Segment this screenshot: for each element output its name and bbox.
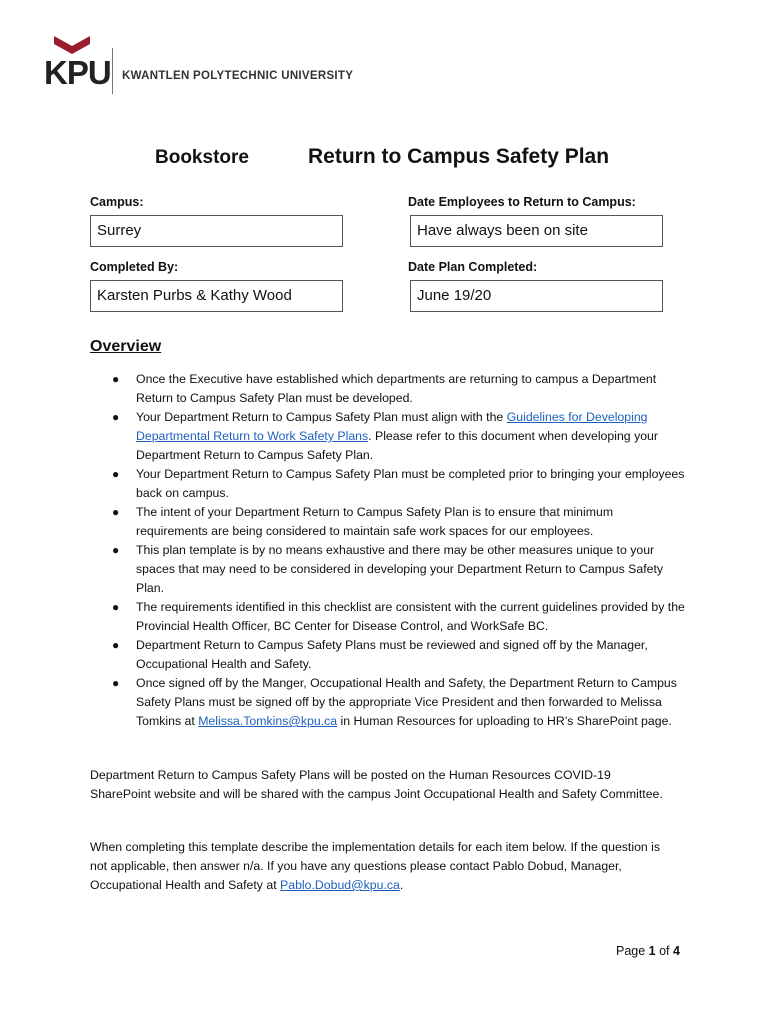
list-item — [110, 503, 685, 541]
logo-text: KPU — [44, 54, 111, 91]
page-current: 1 — [648, 944, 656, 958]
page-of: of — [655, 944, 673, 958]
page-total: 4 — [673, 944, 680, 958]
bullet-text: Once signed off by the Manger, Occupational Health and Safety, the Department Return to Campus Safety Plans must be signed off by the appropriate Vice President and then forwarded to Melissa Tomkins at — [136, 676, 677, 728]
guidelines-link[interactable]: Guidelines for Developing Departmental Return to Work Safety Plans — [136, 410, 648, 443]
bullet-icon: ● — [112, 505, 120, 519]
pablo-email-link[interactable]: Pablo.Dobud@kpu.ca — [280, 878, 400, 892]
bullet-text: The intent of your Department Return to Campus Safety Plan is to ensure that minimum requirements are being considered to maintain safe work spaces for our employees. — [136, 505, 614, 538]
date-return-label: Date Employees to Return to Campus: — [408, 195, 636, 209]
list-item — [110, 370, 685, 408]
bullet-icon: ● — [112, 543, 120, 557]
plan-title: Return to Campus Safety Plan — [308, 145, 610, 168]
completed-by-label: Completed By: — [90, 260, 179, 274]
bullet-text: in Human Resources for uploading to HR’s SharePoint page. — [337, 714, 672, 728]
completed-by-field[interactable]: Karsten Purbs & Kathy Wood — [90, 280, 343, 312]
bullet-icon: ● — [112, 600, 120, 614]
list-item — [110, 636, 685, 674]
instructions-text: When completing this template describe the implementation details for each item below. If the question is not applicable, then answer n/a. If you have any questions please contact Pablo Dobud, Manager, Occupational Health and Safety at — [90, 840, 661, 892]
list-item — [110, 674, 685, 731]
kpu-chevron-icon — [54, 36, 90, 56]
overview-list — [110, 370, 685, 731]
list-item — [110, 465, 685, 503]
campus-field[interactable]: Surrey — [90, 215, 343, 247]
date-completed-label: Date Plan Completed: — [408, 260, 538, 274]
bullet-icon: ● — [112, 410, 120, 424]
bullet-text: . Please refer to this document when developing your Department Return to Campus Safety Plan. — [136, 429, 658, 462]
list-item — [110, 408, 685, 465]
instructions-paragraph — [90, 838, 670, 895]
bullet-icon: ● — [112, 638, 120, 652]
date-completed-field[interactable]: June 19/20 — [410, 280, 663, 312]
bullet-text: Your Department Return to Campus Safety Plan must be completed prior to bringing your employees back on campus. — [136, 467, 685, 500]
overview-heading: Overview — [90, 338, 162, 355]
bullet-icon: ● — [112, 467, 120, 481]
bullet-text: Department Return to Campus Safety Plans must be reviewed and signed off by the Manager, Occupational Health and Safety. — [136, 638, 648, 671]
instructions-end: . — [399, 878, 404, 892]
bullet-text: The requirements identified in this checklist are consistent with the current guidelines provided by the Provincial Health Officer, BC Center for Disease Control, and WorkSafe BC. — [136, 600, 685, 633]
melissa-email-link[interactable]: Melissa.Tomkins@kpu.ca — [198, 714, 338, 728]
list-item — [110, 598, 685, 636]
bullet-text: This plan template is by no means exhaustive and there may be other measures unique to your spaces that may need to be considered in developing your Department Return to Campus Safety Plan. — [136, 543, 664, 595]
bullet-text: Once the Executive have established which departments are returning to campus a Department Return to Campus Safety Plan must be developed. — [136, 372, 657, 405]
list-item — [110, 541, 685, 598]
bullet-text: Your Department Return to Campus Safety Plan must align with the — [136, 410, 507, 424]
date-return-field[interactable]: Have always been on site — [410, 215, 663, 247]
university-name: KWANTLEN POLYTECHNIC UNIVERSITY — [122, 70, 354, 82]
department-title: Bookstore — [155, 147, 249, 168]
kpu-logo — [44, 36, 111, 92]
page-prefix: Page — [616, 944, 649, 958]
campus-label: Campus: — [90, 195, 144, 209]
logo-divider — [112, 48, 113, 94]
bullet-icon: ● — [112, 372, 120, 386]
bullet-icon: ● — [112, 676, 120, 690]
page-number — [616, 944, 680, 958]
posting-paragraph: Department Return to Campus Safety Plans will be posted on the Human Resources COVID-19 SharePoint website and will be shared with the campus Joint Occupational Health and Safety Committee. — [90, 768, 663, 801]
